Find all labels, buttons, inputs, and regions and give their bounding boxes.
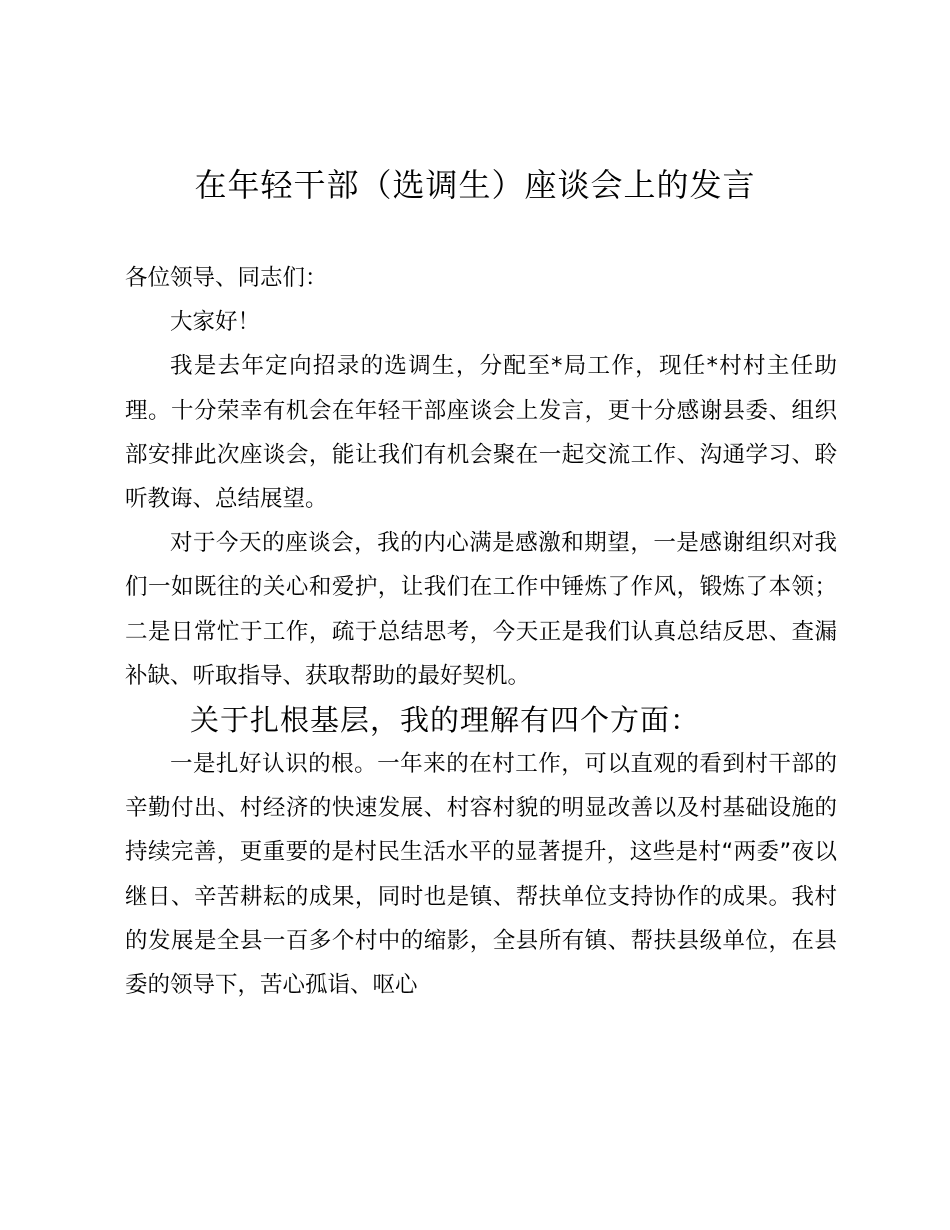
paragraph-section-one: 一是扎好认识的根。一年来的在村工作，可以直观的看到村干部的辛勤付出、村经济的快速发展、村容村貌的明显改善以及村基础设施的持续完善，更重要的是村民生活水平的显著提升，这些是村“两委”夜以继日、辛苦耕耘的成果，同时也是镇、帮扶单位支持协作的成果。我村的发展是全县一百多个村中的缩影，全县所有镇、帮扶县级单位，在县委的领导下，苦心孤诣、呕心 bbox=[125, 751, 837, 999]
paragraph-intro: 我是去年定向招录的选调生，分配至*局工作，现任*村村主任助理。十分荣幸有机会在年轻干部座谈会上发言，更十分感谢县委、组织部安排此次座谈会，能让我们有机会聚在一起交流工作、沟通学习、聆听教诲、总结展望。 bbox=[125, 353, 837, 513]
salutation: 各位领导、同志们： bbox=[125, 265, 328, 291]
document-body bbox=[125, 256, 837, 1007]
section-heading: 关于扎根基层，我的理解有四个方面： bbox=[190, 703, 701, 738]
greeting: 大家好！ bbox=[170, 309, 261, 336]
paragraph-gratitude: 对于今天的座谈会，我的内心满是感激和期望，一是感谢组织对我们一如既往的关心和爱护，让我们在工作中锤炼了作风，锻炼了本领；二是日常忙于工作，疏于总结思考，今天正是我们认真总结反思、查漏补缺、听取指导、获取帮助的最好契机。 bbox=[125, 530, 837, 689]
document-title: 在年轻干部（选调生）座谈会上的发言 bbox=[194, 166, 756, 204]
